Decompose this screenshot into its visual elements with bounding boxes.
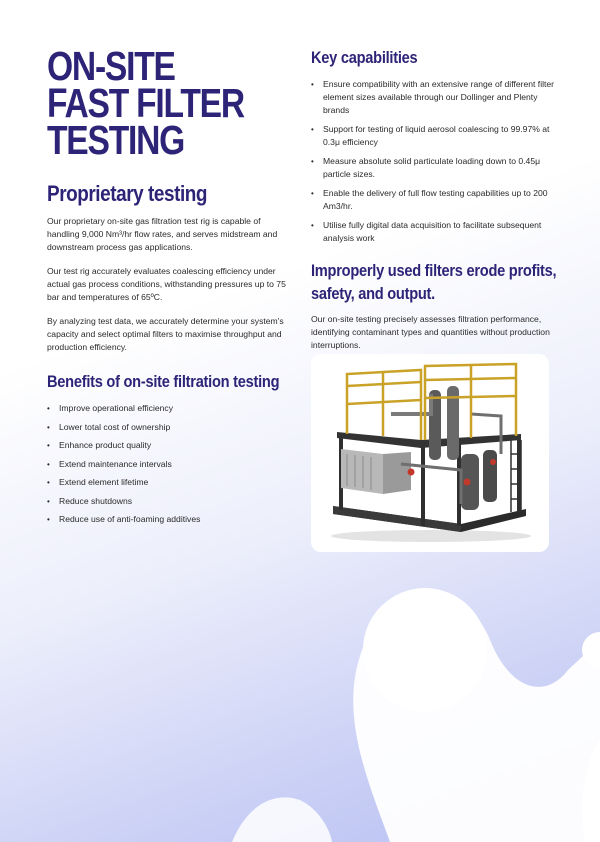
improper-heading: Improperly used filters erode profits, safety, and output. bbox=[311, 261, 557, 303]
proprietary-paragraph-1: Our proprietary on-site gas filtration test rig is capable of handling 9,000 Nm³/hr flow rates, and serves midstream and downstream process gas applications. bbox=[47, 216, 278, 252]
page-title-line-2: FAST FILTER bbox=[47, 80, 244, 126]
left-column bbox=[47, 43, 292, 532]
list-item: • Lower total cost of ownership bbox=[47, 421, 292, 434]
benefits-list bbox=[47, 402, 292, 526]
page-title bbox=[47, 43, 293, 163]
proprietary-paragraph-2: Our test rig accurately evaluates coalescing efficiency under actual gas process conditions, withstanding pressures up to 75 bar and temperatures of 65ºC. bbox=[47, 266, 286, 302]
capabilities-heading: Key capabilities bbox=[311, 48, 418, 67]
proprietary-heading: Proprietary testing bbox=[47, 181, 208, 206]
list-item: • Ensure compatibility with an extensive range of different filter element sizes available through our Dollinger and Plenty brands bbox=[311, 78, 556, 117]
test-rig-illustration bbox=[311, 354, 549, 552]
list-item: • Improve operational efficiency bbox=[47, 402, 292, 415]
list-item: • Enable the delivery of full flow testing capabilities up to 200 Am3/hr. bbox=[311, 187, 556, 213]
list-item: • Measure absolute solid particulate loading down to 0.45μ particle sizes. bbox=[311, 155, 556, 181]
list-item: • Utilise fully digital data acquisition to facilitate subsequent analysis work bbox=[311, 219, 556, 245]
proprietary-paragraph-3: By analyzing test data, we accurately determine your system's capacity and select optimal filters to maximise throughput and production efficiency. bbox=[47, 316, 284, 352]
list-item: • Extend maintenance intervals bbox=[47, 458, 292, 471]
test-rig-photo-card bbox=[311, 354, 549, 552]
capabilities-list bbox=[311, 78, 556, 245]
list-item: • Reduce use of anti-foaming additives bbox=[47, 513, 292, 526]
list-item: • Support for testing of liquid aerosol coalescing to 99.97% at 0.3μ efficiency bbox=[311, 123, 556, 149]
page-title-line-3: TESTING bbox=[47, 117, 185, 163]
list-item: • Reduce shutdowns bbox=[47, 495, 292, 508]
right-column bbox=[311, 48, 556, 363]
list-item: • Extend element lifetime bbox=[47, 476, 292, 489]
improper-paragraph: Our on-site testing precisely assesses filtration performance, identifying contaminant types and quantities without production interruptions. bbox=[311, 314, 550, 350]
benefits-heading: Benefits of on-site filtration testing bbox=[47, 372, 280, 391]
list-item: • Enhance product quality bbox=[47, 439, 292, 452]
page-title-line-1: ON-SITE bbox=[47, 43, 175, 89]
